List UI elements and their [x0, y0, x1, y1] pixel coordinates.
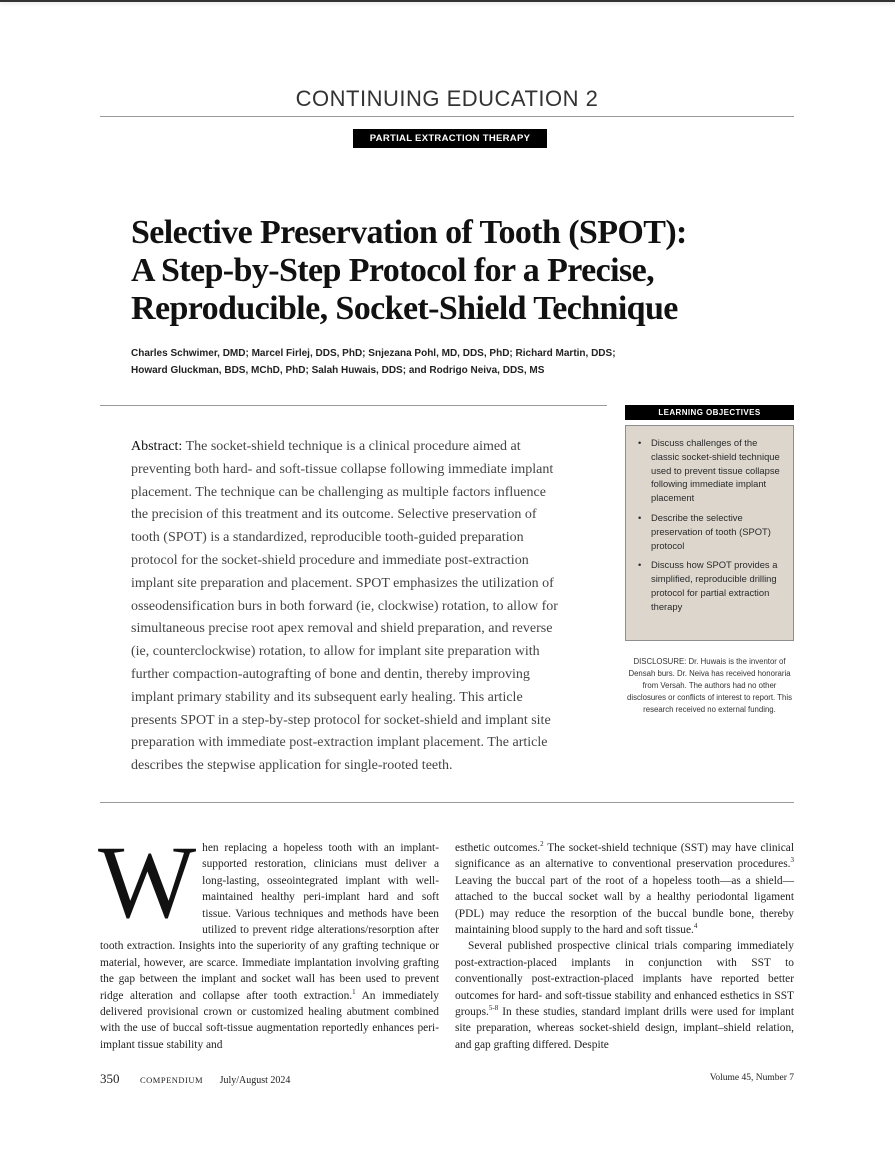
abstract-line: further compaction-autografting of bone and dentin, thereby improving: [131, 666, 530, 682]
bullet-icon: •: [638, 437, 642, 448]
abstract-line: protocol for the socket-shield procedure and immediate post-extraction: [131, 552, 529, 568]
abstract-line: (ie, counterclockwise) rotation, to allow for implant site preparation with: [131, 644, 540, 660]
drop-cap: W: [98, 825, 197, 940]
author-line: Howard Gluckman, BDS, MChD, PhD; Salah Huwais, DDS; and Rodrigo Neiva, DDS, MS: [131, 365, 545, 376]
page-footer-left: [100, 1071, 290, 1087]
bullet-icon: •: [638, 559, 642, 571]
volume-info: Volume 45, Number 7: [709, 1073, 794, 1083]
bullet-icon: •: [638, 511, 642, 523]
header-divider: [100, 116, 794, 117]
body-text: hen replacing a hopeless tooth with an implant-supported restoration, clinicians must deliver a long-lasting, osseointegrated implant with well-maintained healthy peri-implant hard and soft tissue. Various techniques and methods have been utilized to prevent ridge alterations/resorption after tooth extraction. Insights into the superiority of any grafting technique or material, however, are scarce. Immediate implantation involving grafting the gap between the implant and socket wall has been used to prevent ridge alteration and collapse after tooth extraction.: [100, 842, 439, 1002]
issue-date: July/August 2024: [219, 1075, 291, 1086]
abstract-divider: [100, 405, 607, 406]
abstract-label: Abstract:: [131, 439, 183, 454]
body-text: In these studies, standard implant drills were used for implant site preparation, whereas socket-shield design, implant–shield relation, and gap grafting differed. Despite: [455, 1006, 794, 1051]
reference-marker[interactable]: 4: [693, 922, 698, 931]
article-title: [131, 214, 771, 328]
reference-marker[interactable]: 5-8: [488, 1004, 499, 1013]
abstract-line: the precision of this treatment and its outcome. Selective preservation of: [131, 507, 537, 523]
body-column-right: [455, 840, 794, 1053]
top-border: [0, 0, 895, 2]
abstract: [131, 436, 601, 778]
abstract-line: preventing both hard- and soft-tissue collapse following immediate implant: [131, 461, 554, 477]
body-text: An immediately delivered provisional crown or customized healing abutment combined with the use of buccal soft-tissue augmentation reportedly enhances peri-implant tissue stability and: [100, 989, 439, 1051]
section-title: CONTINUING EDUCATION 2: [295, 86, 599, 111]
reference-marker[interactable]: 1: [352, 987, 356, 996]
abstract-line: osseodensification burs in both forward (ie, clockwise) rotation, to allow for: [131, 598, 558, 614]
author-line: Charles Schwimer, DMD; Marcel Firlej, DDS, PhD; Snjezana Pohl, MD, DDS, PhD; Richard Martin, DDS;: [131, 348, 616, 359]
title-line: Reproducible, Socket-Shield Technique: [131, 290, 678, 327]
abstract-line: placement. The technique can be challenging as multiple factors influence: [131, 484, 546, 500]
learning-objective-item: • Discuss challenges of the classic socket-shield technique used to prevent tissue collapse following immediate implant placement: [638, 437, 780, 504]
abstract-line: tooth (SPOT) is a standardized, reproducible tooth-guided preparation: [131, 530, 524, 546]
learning-objective-item: • Discuss how SPOT provides a simplified, reproducible drilling protocol for partial extraction therapy: [638, 559, 778, 612]
page-number: 350: [100, 1071, 120, 1086]
body-divider: [100, 802, 794, 803]
body-text: Leaving the buccal part of the root of a hopeless tooth—as a shield—attached to the buccal socket wall by a healthy periodontal ligament (PDL) may reduce the resorption of the buccal bundle bone, thereby maintaining blood supply to the hard and soft tissue.: [455, 874, 794, 937]
body-text: The socket-shield technique (SST) may have clinical significance as an alternative to conventional preservation procedures.: [455, 842, 794, 871]
author-list: [131, 345, 731, 379]
reference-marker[interactable]: 3: [790, 856, 794, 865]
abstract-line: describes the stepwise application for single-rooted teeth.: [131, 758, 453, 774]
learning-objectives-list: [626, 426, 793, 614]
learning-objectives-box: [625, 425, 794, 641]
abstract-line: simultaneous precise root apex removal and shield preparation, and reverse: [131, 621, 553, 637]
paragraph: [455, 840, 794, 938]
paragraph: [455, 938, 794, 1053]
reference-marker[interactable]: 2: [540, 840, 544, 849]
body-text: Several published prospective clinical trials comparing immediately post-extraction-placed implants in conjunction with SST to conventionally post-extraction-placed implants have reported better outcomes for hard- and soft-tissue stability and enhanced esthetics in SST groups.: [455, 940, 794, 1019]
body-text: esthetic outcomes.: [455, 842, 541, 854]
abstract-line: implant site preparation and placement. SPOT emphasizes the utilization of: [131, 575, 554, 591]
abstract-line: implant primary stability and its subsequent early healing. This article: [131, 689, 523, 705]
journal-name: COMPENDIUM: [140, 1075, 204, 1085]
body-column-left: [98, 825, 439, 1053]
learning-objective-item: • Describe the selective preservation of tooth (SPOT) protocol: [638, 511, 771, 551]
abstract-line: presents SPOT in a step-by-step protocol for socket-shield and implant site: [131, 712, 551, 728]
category-badge: PARTIAL EXTRACTION THERAPY: [353, 129, 547, 148]
title-line: A Step-by-Step Protocol for a Precise,: [131, 252, 654, 289]
disclosure-note: DISCLOSURE: Dr. Huwais is the inventor of Densah burs. Dr. Neiva has received honoraria from Versah. The authors had no other disclosures or conflicts of interest to report. This research received no external funding.: [627, 657, 792, 714]
abstract-line: Abstract: The socket-shield technique is a clinical procedure aimed at: [131, 439, 521, 454]
learning-objectives-header: LEARNING OBJECTIVES: [625, 405, 794, 420]
abstract-line: preparation with immediate post-extraction implant placement. The article: [131, 735, 548, 751]
title-line: Selective Preservation of Tooth (SPOT):: [131, 214, 687, 251]
